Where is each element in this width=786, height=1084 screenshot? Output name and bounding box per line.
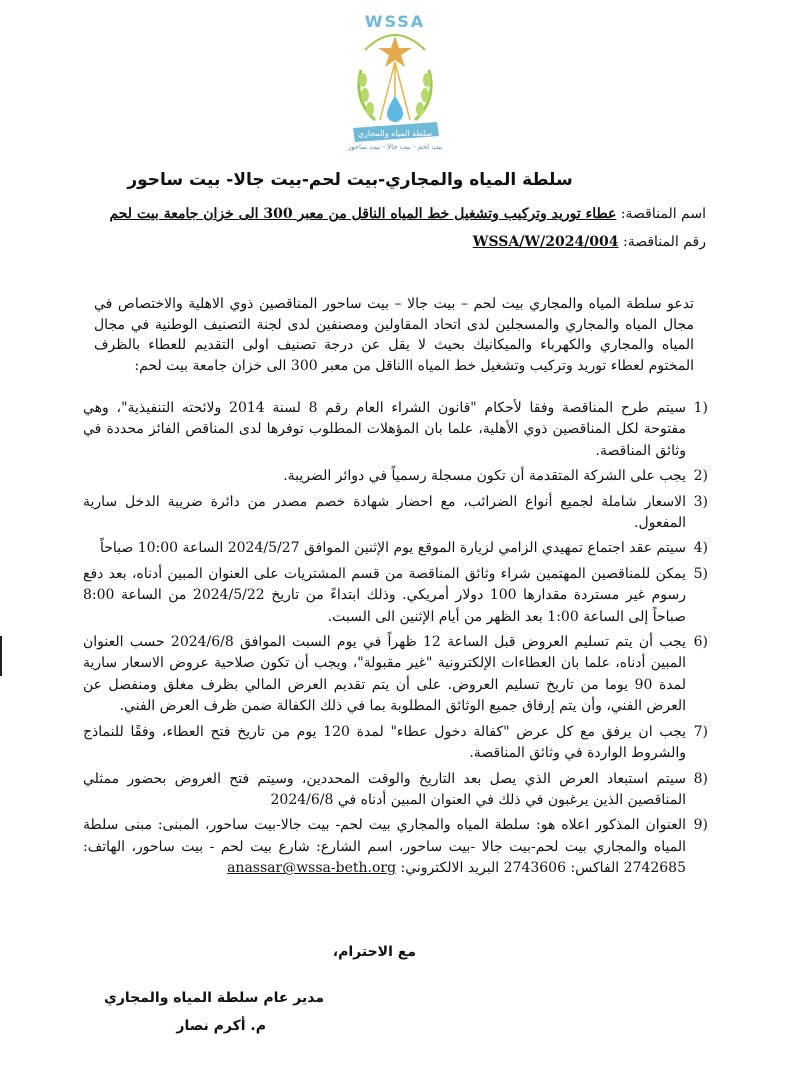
item-number: 5)	[693, 565, 708, 582]
logo-emblem-icon	[335, 10, 455, 160]
logo-ribbon-text: سلطة المياه والمجاري	[357, 129, 433, 138]
page-edge-mark	[0, 636, 2, 676]
signature-title: مدير عام سلطة المياه والمجاري	[104, 990, 324, 1006]
item-text: يجب أن يتم تسليم العروض قبل الساعة 12 ظهراً في يوم السبت الموافق 2024/6/8 حسب العنوان المبين أدناه، علما بان العطاءات الإلكترونية "غير مقبولة"، ويجب أن تكون صلاحية عروض الاسعار سارية لمدة 90 يوما من تاريخ تسليم العروض. على أن يتم تقديم العرض المالي بظرف مغلق ومنفصل عن العرض الفني، وأن يتم إرفاق جميع الوثائق المطلوبة بما في ذلك الكفالة ضمن ظرف العرض الفني.	[83, 634, 686, 715]
item-text: يجب على الشركة المتقدمة أن تكون مسجلة رسمياً في دوائر الضريبة.	[283, 468, 686, 485]
list-item	[83, 815, 708, 879]
logo-subtitle: بيت لحم - بيت جالا - بيت ساحور	[347, 143, 443, 151]
item-text: سيتم عقد اجتماع تمهيدي الزامي لزيارة الموقع يوم الإثنين الموافق 2024/5/27 الساعة 10:00 صباحاً	[99, 540, 686, 557]
list-item	[83, 632, 708, 718]
item-number: 3)	[693, 493, 708, 510]
item-number: 7)	[693, 723, 708, 740]
item-text: العنوان المذكور اعلاه هو: سلطة المياه والمجاري بيت لحم- بيت جالا-بيت ساحور، المبنى: مبنى سلطة المياه والمجاري بيت لحم-بيت جالا -بيت ساحور، اسم الشارع: شارع بيت لحم - بيت ساحور، الهاتف: 2742685 الفاكس: 2743606 البريد الالكتروني:	[83, 817, 686, 877]
logo-text: WSSA	[364, 12, 426, 31]
tender-name-label: اسم المناقصة:	[620, 206, 706, 222]
list-item	[83, 538, 708, 559]
list-item	[83, 492, 708, 535]
item-number: 1)	[693, 400, 708, 416]
email-link[interactable]: anassar@wssa-beth.org	[227, 860, 397, 877]
item-number: 8)	[693, 770, 708, 787]
intro-paragraph: تدعو سلطة المياه والمجاري بيت لحم – بيت جالا – بيت ساحور المناقصين ذوي الاهلية والاختصاص في مجال المياه والمجاري والمسجلين لدى اتحاد المقاولين ومصنفين لدى لجنة التصنيف الوطنية في مجال المياه والمجاري والكهرباء والميكانيك بحيث لا يقل عن درجة تصنيف اولى التقديم للعطاء بالظرف المختوم لعطاء توريد وتركيب وتشغيل خط المياه االناقل من معبر 300 الى خزان جامعة بيت لحم:	[94, 296, 694, 374]
tender-name-line	[109, 206, 706, 222]
conditions-list	[83, 398, 708, 884]
wssa-logo	[335, 10, 455, 160]
signature-name: م. أكرم نصار	[176, 1018, 266, 1034]
list-item	[83, 769, 708, 812]
list-item	[83, 398, 708, 462]
item-number: 9)	[693, 817, 708, 834]
list-item	[83, 564, 708, 628]
tender-number-label: رقم المناقصة:	[622, 234, 706, 250]
list-item	[83, 722, 708, 765]
item-number: 4)	[693, 540, 708, 557]
page-title: سلطة المياه والمجاري-بيت لحم-بيت جالا- بيت ساحور	[127, 170, 573, 190]
item-number: 2)	[693, 468, 708, 485]
tender-number-value: WSSA/W/2024/004	[472, 234, 619, 250]
list-item	[83, 466, 708, 487]
item-text: سيتم استبعاد العرض الذي يصل بعد التاريخ والوقت المحددين، وسيتم فتح العروض بحضور ممثلي المناقصين الذين يرغبون في ذلك في العنوان المبين أدناه في 2024/6/8	[83, 770, 686, 808]
item-text: يجب ان يرفق مع كل عرض "كفالة دخول عطاء" لمدة 120 يوم من تاريخ فتح العطاء، وفقًا للنماذج والشروط الواردة في وثائق المناقصة.	[83, 723, 686, 762]
item-text: سيتم طرح المناقصة وفقا لأحكام "قانون الشراء العام رقم 8 لسنة 2014 ولائحته التنفيذية"، وهي مفتوحة لكل المناقصين ذوي الأهلية، علما بان المؤهلات المطلوب توفرها لدى المناقص الفائز محددة في وثائق المناقصة.	[83, 400, 686, 459]
item-text: يمكن للمناقصين المهتمين شراء وثائق المناقصة من قسم المشتريات على العنوان المبين أدناه، بعد دفع رسوم غير مستردة مقدارها 100 دولار أمريكي. وذلك ابتداءً من تاريخ 2024/5/22 من الساعة 8:00 صباحاً إلى الساعة 1:00 بعد الظهر من أيام الإثنين الى السبت.	[83, 565, 686, 625]
item-text: الاسعار شاملة لجميع أنواع الضرائب، مع احضار شهادة خصم مصدر من دائرة ضريبة الدخل سارية المفعول.	[83, 493, 686, 532]
closing-text: مع الاحترام،	[332, 944, 416, 960]
item-number: 6)	[693, 634, 708, 651]
tender-number-line	[473, 234, 706, 250]
tender-name-value: عطاء توريد وتركيب وتشغيل خط المياه الناقل من معبر 300 الى خزان جامعة بيت لحم	[109, 206, 617, 222]
